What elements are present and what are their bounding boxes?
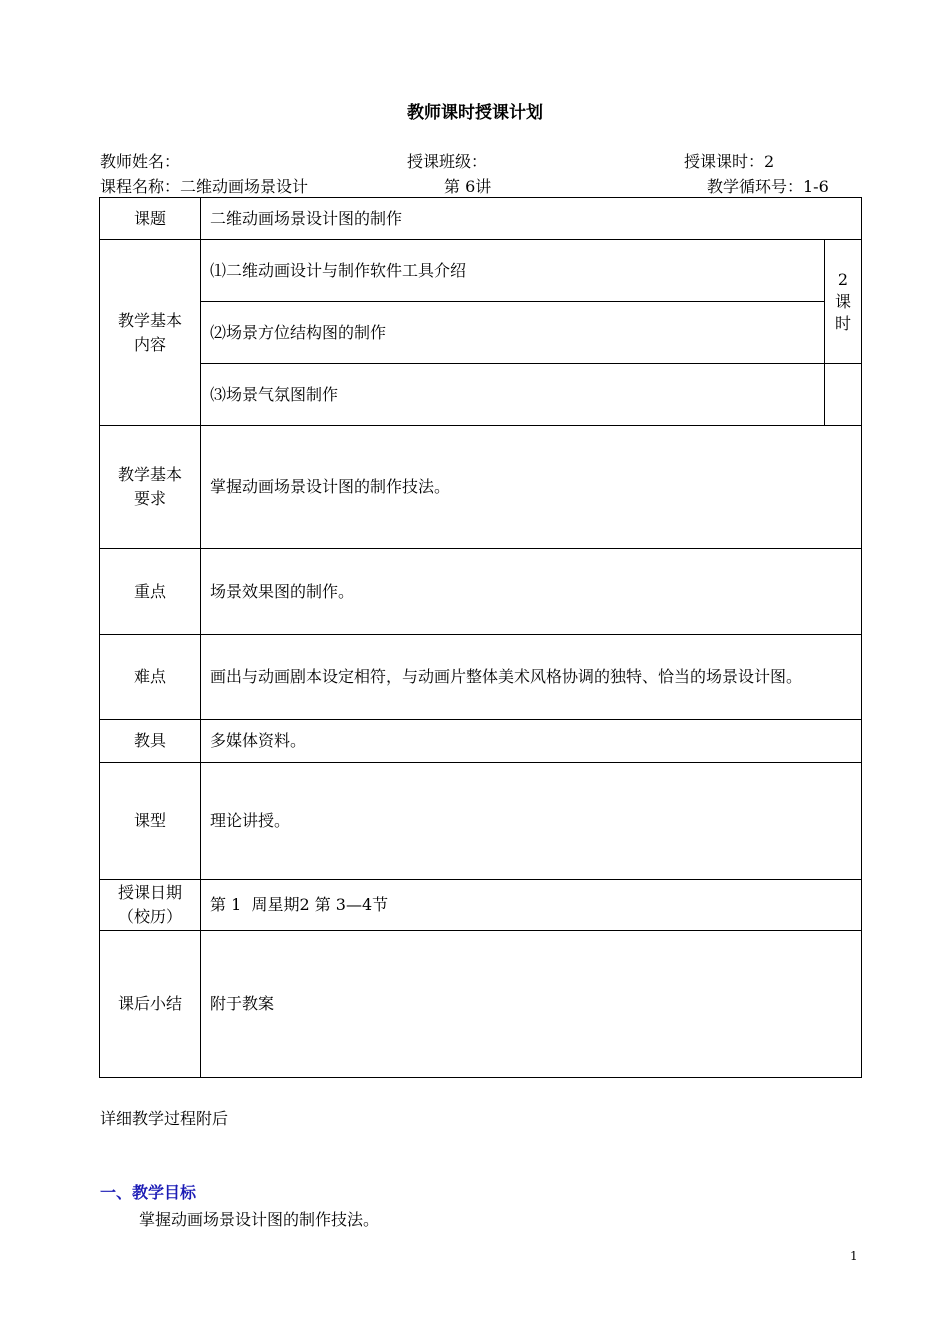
class-hours-label: 授课课时：2 (684, 152, 775, 171)
date-label-line-2: （校历） (117, 907, 182, 926)
lecture-number-label: 第 6讲 (444, 177, 492, 196)
table-row (100, 880, 862, 931)
content-hours-number: 2 (837, 269, 849, 289)
table-row (100, 198, 862, 240)
content-item-1: ⑴二维动画设计与制作软件工具介绍 (201, 240, 825, 302)
after-note: 详细教学过程附后 (100, 1109, 229, 1128)
table-row (100, 931, 862, 1078)
requirement-label-text: 教学基本要求 (117, 465, 182, 508)
lesson-plan-table (99, 197, 862, 1078)
page-title: 教师课时授课计划 (407, 103, 543, 123)
class-label: 授课班级： (407, 152, 488, 171)
table-row (100, 240, 862, 302)
topic-label: 课题 (100, 198, 201, 240)
content-hours-char-1: 课 (835, 291, 852, 311)
tools-label: 教具 (100, 720, 201, 763)
requirement-value: 掌握动画场景设计图的制作技法。 (201, 426, 862, 549)
course-name-label: 课程名称：二维动画场景设计 (100, 177, 309, 196)
difficulty-value: 画出与动画剧本设定相符，与动画片整体美术风格协调的独特、恰当的场景设计图。 (201, 635, 862, 720)
table-row (100, 720, 862, 763)
content-hours-empty (825, 364, 862, 426)
topic-value: 二维动画场景设计图的制作 (201, 198, 862, 240)
focus-label: 重点 (100, 549, 201, 635)
page-number: 1 (850, 1249, 858, 1263)
content-hours (825, 240, 862, 364)
table-row (100, 635, 862, 720)
content-item-2: ⑵场景方位结构图的制作 (201, 302, 825, 364)
class-type-value: 理论讲授。 (201, 763, 862, 880)
summary-value: 附于教案 (201, 931, 862, 1078)
table-row (100, 763, 862, 880)
difficulty-label: 难点 (100, 635, 201, 720)
class-type-label: 课型 (100, 763, 201, 880)
table-row (100, 549, 862, 635)
tools-value: 多媒体资料。 (201, 720, 862, 763)
table-row (100, 302, 862, 364)
section-body: 掌握动画场景设计图的制作技法。 (139, 1210, 380, 1229)
table-row (100, 426, 862, 549)
requirement-label (100, 426, 201, 549)
content-hours-char-2: 时 (835, 313, 852, 333)
date-label-line-1: 授课日期 (117, 883, 182, 902)
content-label-text: 教学基本内容 (117, 310, 182, 354)
content-label (100, 240, 201, 426)
teacher-name-label: 教师姓名： (100, 152, 181, 171)
content-item-3: ⑶场景气氛图制作 (201, 364, 825, 426)
cycle-number-label: 教学循环号：1-6 (707, 177, 829, 196)
section-heading: 一、教学目标 (100, 1183, 197, 1202)
date-value: 第 1 周星期2 第 3—4节 (201, 880, 862, 931)
table-row (100, 364, 862, 426)
date-label (100, 880, 201, 931)
focus-value: 场景效果图的制作。 (201, 549, 862, 635)
summary-label: 课后小结 (100, 931, 201, 1078)
